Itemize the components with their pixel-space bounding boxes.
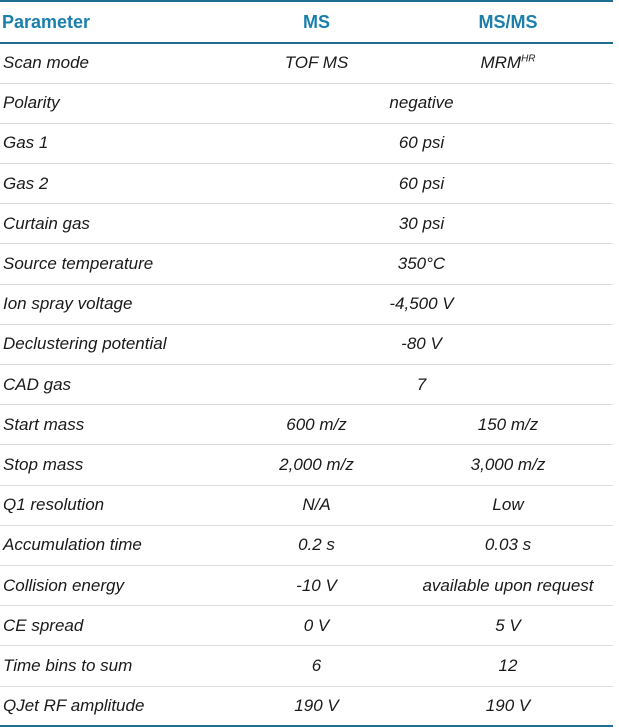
parameter-cell: Gas 1 — [0, 123, 230, 163]
table-row — [0, 284, 613, 324]
msms-value-cell: available upon request — [403, 565, 613, 605]
parameter-cell: Start mass — [0, 405, 230, 445]
parameter-cell: QJet RF amplitude — [0, 686, 230, 726]
table-row — [0, 525, 613, 565]
shared-value-cell: 7 — [230, 365, 613, 405]
ms-value-cell: 0.2 s — [230, 525, 403, 565]
parameter-cell: Curtain gas — [0, 204, 230, 244]
header-row — [0, 1, 613, 43]
ms-value-cell: -10 V — [230, 565, 403, 605]
table-row — [0, 445, 613, 485]
msms-value-cell: 3,000 m/z — [403, 445, 613, 485]
parameter-cell: Declustering potential — [0, 324, 230, 364]
ms-value-cell: 600 m/z — [230, 405, 403, 445]
header-msms: MS/MS — [403, 1, 613, 43]
table-row — [0, 123, 613, 163]
header-ms: MS — [230, 1, 403, 43]
msms-superscript: HR — [521, 53, 536, 65]
table-body — [0, 43, 613, 726]
shared-value-cell: negative — [230, 83, 613, 123]
msms-value-cell: 5 V — [403, 606, 613, 646]
msms-value-cell: Low — [403, 485, 613, 525]
msms-value-cell: 12 — [403, 646, 613, 686]
table-header — [0, 1, 613, 43]
msms-value-cell: 190 V — [403, 686, 613, 726]
table-row — [0, 565, 613, 605]
parameter-cell: Time bins to sum — [0, 646, 230, 686]
table-row — [0, 83, 613, 123]
parameter-cell: Stop mass — [0, 445, 230, 485]
shared-value-cell: 350°C — [230, 244, 613, 284]
shared-value-cell: -80 V — [230, 324, 613, 364]
ms-value-cell: TOF MS — [230, 43, 403, 83]
table-row — [0, 365, 613, 405]
shared-value-cell: 60 psi — [230, 123, 613, 163]
table-row — [0, 43, 613, 83]
parameter-cell: Ion spray voltage — [0, 284, 230, 324]
parameter-cell: Scan mode — [0, 43, 230, 83]
table-row — [0, 485, 613, 525]
ms-value-cell: 6 — [230, 646, 403, 686]
table-row — [0, 405, 613, 445]
table-row — [0, 244, 613, 284]
parameter-cell: Q1 resolution — [0, 485, 230, 525]
shared-value-cell: 30 psi — [230, 204, 613, 244]
ms-value-cell: 2,000 m/z — [230, 445, 403, 485]
ms-value-cell: N/A — [230, 485, 403, 525]
table-row — [0, 324, 613, 364]
table-row — [0, 686, 613, 726]
table-row — [0, 164, 613, 204]
header-parameter: Parameter — [0, 1, 230, 43]
parameter-cell: Gas 2 — [0, 164, 230, 204]
shared-value-cell: -4,500 V — [230, 284, 613, 324]
parameter-cell: Collision energy — [0, 565, 230, 605]
parameter-cell: CE spread — [0, 606, 230, 646]
parameter-cell: Polarity — [0, 83, 230, 123]
parameter-cell: Source temperature — [0, 244, 230, 284]
ms-value-cell: 190 V — [230, 686, 403, 726]
msms-value-cell: 150 m/z — [403, 405, 613, 445]
msms-value-cell: 0.03 s — [403, 525, 613, 565]
table-row — [0, 204, 613, 244]
msms-value-cell — [403, 43, 613, 83]
table-row — [0, 606, 613, 646]
parameter-cell: CAD gas — [0, 365, 230, 405]
table-row — [0, 646, 613, 686]
parameter-cell: Accumulation time — [0, 525, 230, 565]
msms-value: MRM — [480, 53, 522, 73]
shared-value-cell: 60 psi — [230, 164, 613, 204]
ms-value-cell: 0 V — [230, 606, 403, 646]
